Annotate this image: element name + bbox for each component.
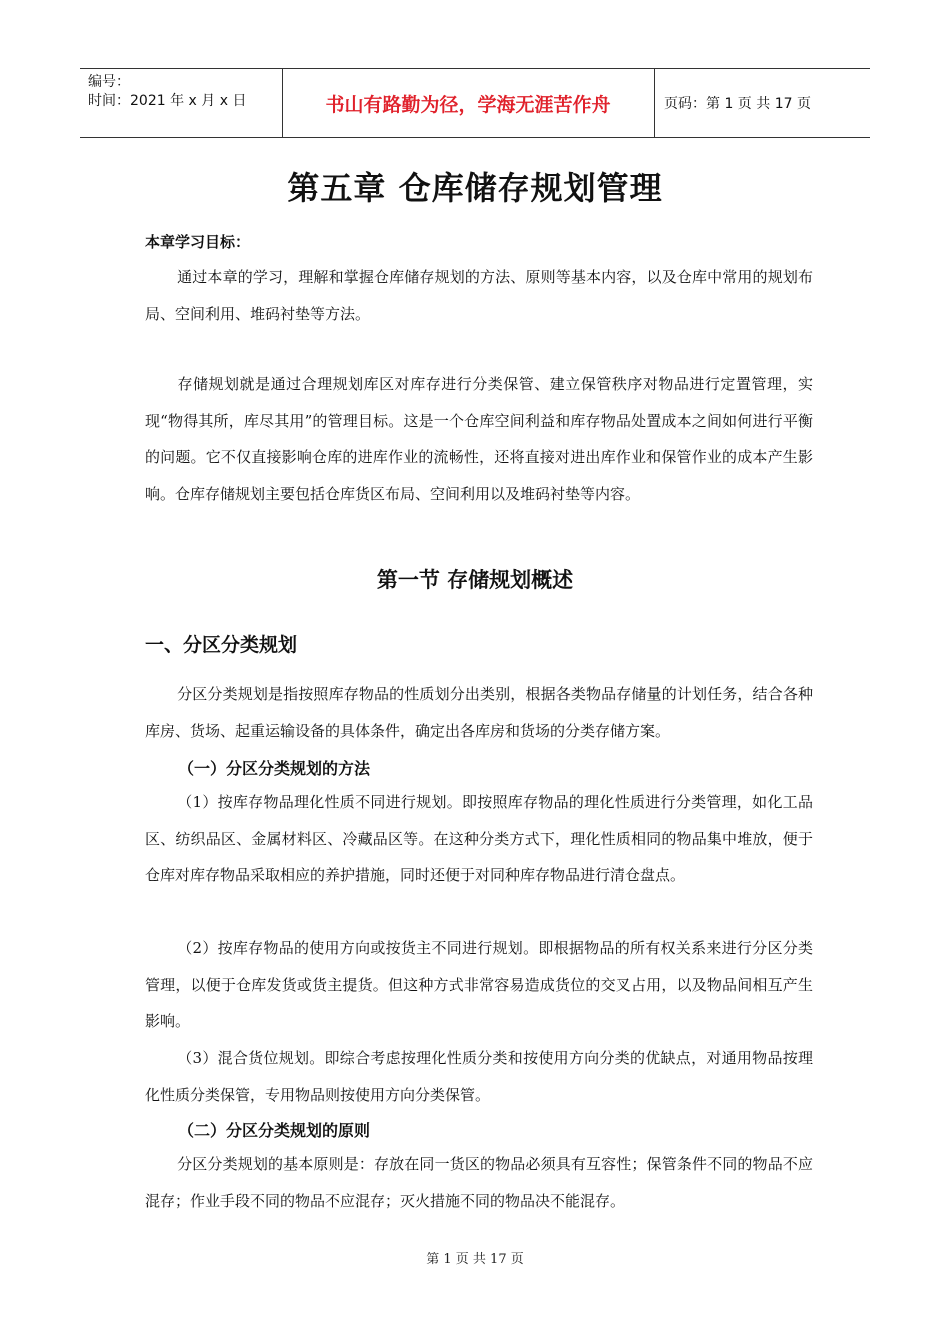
header-divider-right (654, 69, 655, 137)
header-page-label: 页码：第 1 页 共 17 页 (664, 96, 811, 112)
zoning-paragraph (145, 676, 813, 749)
page-footer: 第 1 页 共 17 页 (426, 1252, 524, 1267)
chapter-title: 第五章 仓库储存规划管理 (287, 169, 663, 207)
method-2-paragraph (145, 930, 813, 1040)
number-label: 编号： (88, 74, 130, 90)
learning-goal-paragraph (145, 259, 813, 332)
heading-zoning: 一、分区分类规划 (145, 634, 298, 656)
header-meta (88, 73, 246, 111)
learning-goal-label: 本章学习目标： (145, 233, 251, 251)
method-3-paragraph (145, 1040, 813, 1113)
method-1-paragraph (145, 784, 813, 894)
time-label: 时间：2021 年 x 月 x 日 (88, 93, 247, 109)
section-title: 第一节 存储规划概述 (376, 568, 574, 592)
intro-text: 存储规划就是通过合理规划库区对库存进行分类保管、建立保管秩序对物品进行定置管理，实现“物得其所，库尽其用”的管理目标。这是一个仓库空间利益和库存物品处置成本之间如何进行平衡的问题。它不仅直接影响仓库的进库作业的流畅性，还将直接对进出库作业和保管作业的成本产生影响。仓库存储规划主要包括仓库货区布局、空间利用以及堆码衬垫等内容。 (145, 375, 813, 503)
zoning-text: 分区分类规划是指按照库存物品的性质划分出类别，根据各类物品存储量的计划任务，结合各种库房、货场、起重运输设备的具体条件，确定出各库房和货场的分类存储方案。 (145, 685, 813, 740)
intro-paragraph (145, 366, 813, 512)
header-motto: 书山有路勤为径，学海无涯苦作舟 (325, 93, 611, 116)
method-2-text: （2）按库存物品的使用方向或按货主不同进行规划。即根据物品的所有权关系来进行分区分类管理，以便于仓库发货或货主提货。但这种方式非常容易造成货位的交叉占用，以及物品间相互产生影响。 (145, 939, 813, 1030)
heading-methods: （一）分区分类规划的方法 (178, 759, 371, 778)
learning-goal-text: 通过本章的学习，理解和掌握仓库储存规划的方法、原则等基本内容，以及仓库中常用的规划布局、空间利用、堆码衬垫等方法。 (145, 268, 813, 323)
principle-text: 分区分类规划的基本原则是：存放在同一货区的物品必须具有互容性；保管条件不同的物品不应混存；作业手段不同的物品不应混存；灭火措施不同的物品决不能混存。 (145, 1155, 813, 1210)
principle-paragraph (145, 1146, 813, 1219)
method-3-text: （3）混合货位规划。即综合考虑按理化性质分类和按使用方向分类的优缺点，对通用物品按理化性质分类保管，专用物品则按使用方向分类保管。 (145, 1049, 813, 1104)
method-1-text: （1）按库存物品理化性质不同进行规划。即按照库存物品的理化性质进行分类管理，如化工品区、纺织品区、金属材料区、冷藏品区等。在这种分类方式下，理化性质相同的物品集中堆放，便于仓库对库存物品采取相应的养护措施，同时还便于对同种库存物品进行清仓盘点。 (145, 793, 813, 884)
heading-principles: （二）分区分类规划的原则 (178, 1121, 371, 1140)
page-header (80, 68, 870, 138)
